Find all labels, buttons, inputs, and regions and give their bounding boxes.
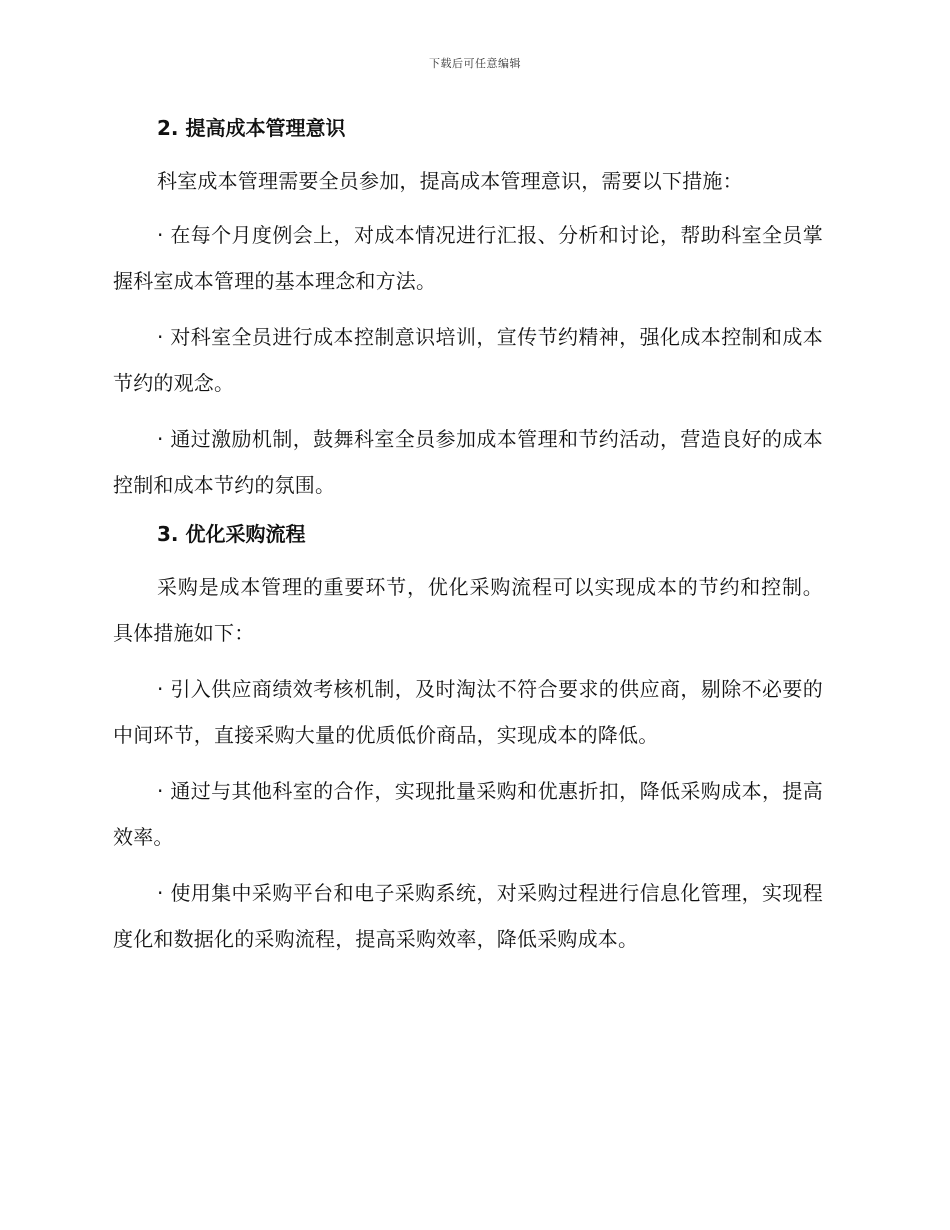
- bullet-item: · 使用集中采购平台和电子采购系统，对采购过程进行信息化管理，实现程度化和数据化的采购流程，提高采购效率，降低采购成本。: [113, 881, 823, 951]
- section-intro: 科室成本管理需要全员参加，提高成本管理意识，需要以下措施：: [157, 169, 743, 193]
- bullet-item: · 在每个月度例会上，对成本情况进行汇报、分析和讨论，帮助科室全员掌握科室成本管理的基本理念和方法。: [113, 223, 823, 293]
- section-heading: 3. 优化采购流程: [157, 522, 306, 546]
- bullet-item: · 对科室全员进行成本控制意识培训，宣传节约精神，强化成本控制和成本节约的观念。: [113, 325, 823, 395]
- document-body: [113, 112, 823, 972]
- section-intro: 采购是成本管理的重要环节，优化采购流程可以实现成本的节约和控制。具体措施如下：: [113, 575, 823, 645]
- bullet-item: · 通过与其他科室的合作，实现批量采购和优惠折扣，降低采购成本，提高效率。: [113, 779, 823, 849]
- section-heading: 2. 提高成本管理意识: [157, 116, 346, 140]
- bullet-item: · 通过激励机制，鼓舞科室全员参加成本管理和节约活动，营造良好的成本控制和成本节约的氛围。: [113, 427, 823, 497]
- bullet-item: · 引入供应商绩效考核机制，及时淘汰不符合要求的供应商，剔除不必要的中间环节，直接采购大量的优质低价商品，实现成本的降低。: [113, 677, 823, 747]
- header-note: 下载后可任意编辑: [429, 57, 521, 70]
